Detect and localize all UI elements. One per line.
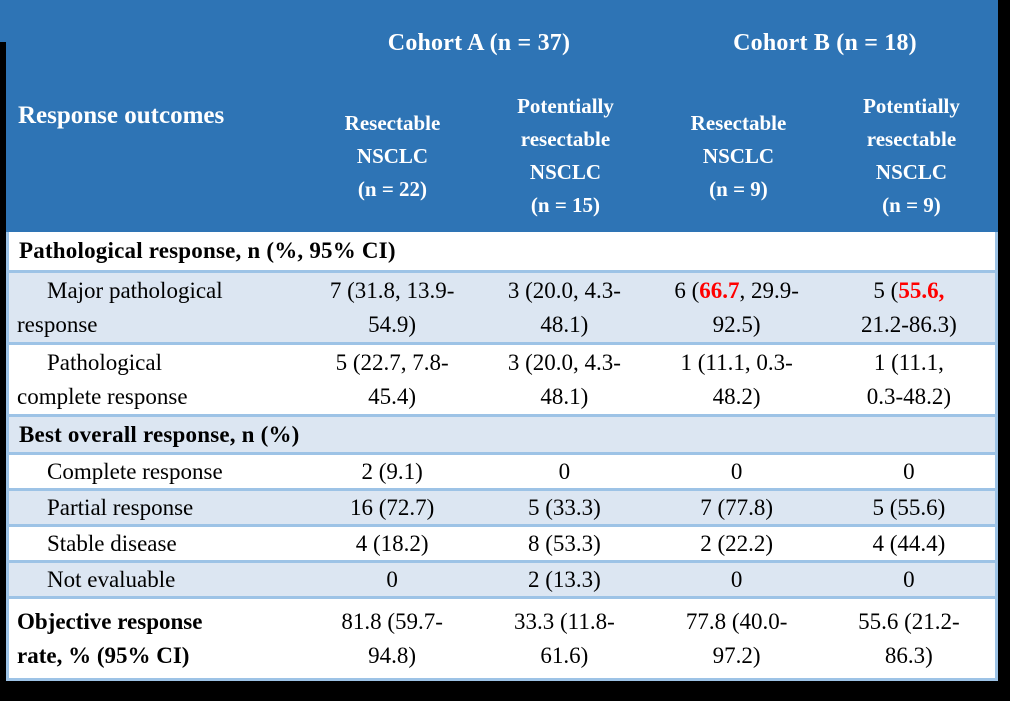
column-header-3 [652, 80, 825, 232]
corner-header: Response outcomes [18, 102, 225, 129]
data-cell [823, 455, 995, 489]
data-row [9, 488, 995, 524]
data-cell [651, 599, 823, 678]
cell-line: 7 (31.8, 13.9- [329, 277, 455, 303]
section-label: Pathological response, n (%, 95% CI) [19, 238, 396, 263]
cell-line: 55.6 (21.2- [858, 608, 960, 634]
table-header [6, 0, 998, 232]
cell-line: 54.9) [368, 311, 417, 337]
highlight-value: 66.7 [699, 277, 740, 303]
cell-line: 97.2) [712, 642, 761, 668]
row-label-line: Not evaluable [47, 567, 176, 592]
table-body [6, 232, 998, 681]
cohort-a-header: Cohort A (n = 37) [387, 29, 571, 56]
row-label-line: Stable disease [47, 531, 177, 556]
highlight-value: 55.6, [898, 277, 945, 303]
row-label [9, 345, 306, 414]
data-cell [651, 455, 823, 489]
row-label [9, 527, 306, 561]
row-label-line: Partial response [47, 495, 194, 520]
cell-line: 0 [730, 567, 743, 592]
data-row [9, 560, 995, 596]
response-outcomes-table [6, 0, 998, 681]
column-header-line: Resectable [344, 110, 441, 135]
data-row [9, 596, 995, 678]
cell-line: 3 (20.0, 4.3- [507, 349, 621, 375]
cell-line: 21.2-86.3) [860, 311, 957, 337]
data-cell [823, 599, 995, 678]
data-cell [651, 273, 823, 342]
cell-line: 4 (44.4) [872, 531, 946, 556]
column-header-line: NSCLC [529, 160, 602, 184]
cell-line: 7 (77.8) [700, 495, 774, 520]
column-header-line: (n = 9) [882, 193, 941, 217]
row-label [9, 273, 306, 342]
cell-line: 3 (20.0, 4.3- [507, 277, 621, 303]
cell-line: 86.3) [884, 642, 933, 668]
cell-line: 5 (55.6) [872, 495, 946, 520]
column-header-1 [306, 80, 479, 232]
row-label-line: Objective response [17, 608, 203, 634]
cell-line: 61.6) [540, 642, 589, 668]
cell-line: 0.3-48.2) [866, 383, 952, 409]
data-row [9, 452, 995, 488]
cell-line: 6 (66.7, 29.9- [674, 277, 799, 303]
cell-line: 1 (11.1, 0.3- [680, 349, 793, 375]
cell-line: 94.8) [368, 642, 417, 668]
data-cell [478, 599, 650, 678]
cell-line: 48.1) [540, 383, 589, 409]
data-cell [306, 527, 478, 561]
row-label-line: complete response [17, 383, 188, 409]
section-label: Best overall response, n (%) [19, 421, 300, 447]
cell-line: 2 (22.2) [700, 531, 774, 556]
data-cell [478, 455, 650, 489]
cell-line: 0 [730, 459, 743, 484]
data-cell [478, 491, 650, 525]
cell-line: 92.5) [712, 311, 761, 337]
row-label-line: rate, % (95% CI) [17, 642, 190, 668]
data-cell [306, 455, 478, 489]
column-header-line: Potentially [517, 94, 614, 118]
row-label-line: Pathological [47, 349, 162, 375]
data-cell [651, 491, 823, 525]
column-header-line: NSCLC [356, 143, 429, 168]
data-cell [478, 563, 650, 597]
cell-line: 0 [558, 459, 571, 484]
cell-line: 1 (11.1, [873, 349, 944, 375]
row-label [9, 563, 306, 597]
cell-line: 16 (72.7) [349, 495, 435, 520]
column-header-line: NSCLC [875, 160, 948, 184]
data-cell [306, 491, 478, 525]
cell-line: 0 [903, 459, 915, 484]
data-cell [478, 527, 650, 561]
cell-line: 2 (13.3) [527, 567, 601, 592]
column-header-line: Resectable [690, 110, 787, 135]
row-label [9, 455, 306, 489]
cohort-b-header: Cohort B (n = 18) [733, 29, 917, 56]
data-cell [823, 563, 995, 597]
column-header-line: Potentially [863, 94, 960, 118]
cell-line: 0 [386, 567, 398, 592]
row-label-line: Major pathological [47, 277, 223, 303]
data-row [9, 270, 995, 342]
data-cell [478, 345, 650, 414]
data-cell [478, 273, 650, 342]
row-label-line: response [17, 311, 98, 337]
column-header-4 [825, 80, 998, 232]
cell-line: 48.2) [712, 383, 761, 409]
data-cell [823, 345, 995, 414]
section-row [9, 414, 995, 452]
cell-line: 45.4) [368, 383, 417, 409]
cell-line: 0 [903, 567, 915, 592]
data-cell [823, 527, 995, 561]
data-cell [651, 527, 823, 561]
frame-edge-notch [0, 0, 6, 42]
data-cell [306, 599, 478, 678]
column-header-line: resectable [520, 127, 611, 151]
subcolumn-headers [306, 80, 998, 232]
row-label-line: Complete response [47, 459, 223, 484]
cell-line: 8 (53.3) [527, 531, 601, 556]
row-label [9, 599, 306, 678]
data-cell [651, 563, 823, 597]
column-header-line: (n = 9) [709, 176, 768, 201]
cell-line: 5 (55.6, [873, 277, 945, 303]
data-row [9, 342, 995, 414]
cell-line: 4 (18.2) [355, 531, 429, 556]
section-row [9, 232, 995, 270]
cell-line: 81.8 (59.7- [341, 608, 443, 634]
cell-line: 33.3 (11.8- [514, 608, 615, 634]
data-cell [306, 273, 478, 342]
column-header-line: NSCLC [702, 143, 775, 168]
data-row [9, 524, 995, 560]
column-header-line: resectable [866, 127, 957, 151]
data-cell [306, 563, 478, 597]
data-cell [823, 273, 995, 342]
data-cell [823, 491, 995, 525]
cell-line: 2 (9.1) [361, 459, 423, 484]
data-cell [306, 345, 478, 414]
data-cell [651, 345, 823, 414]
cell-line: 5 (22.7, 7.8- [335, 349, 449, 375]
cell-line: 77.8 (40.0- [685, 608, 788, 634]
column-header-2 [479, 80, 652, 232]
row-label [9, 491, 306, 525]
column-header-line: (n = 15) [530, 193, 601, 217]
cell-line: 5 (33.3) [527, 495, 601, 520]
cell-line: 48.1) [540, 311, 589, 337]
column-header-line: (n = 22) [357, 176, 428, 201]
